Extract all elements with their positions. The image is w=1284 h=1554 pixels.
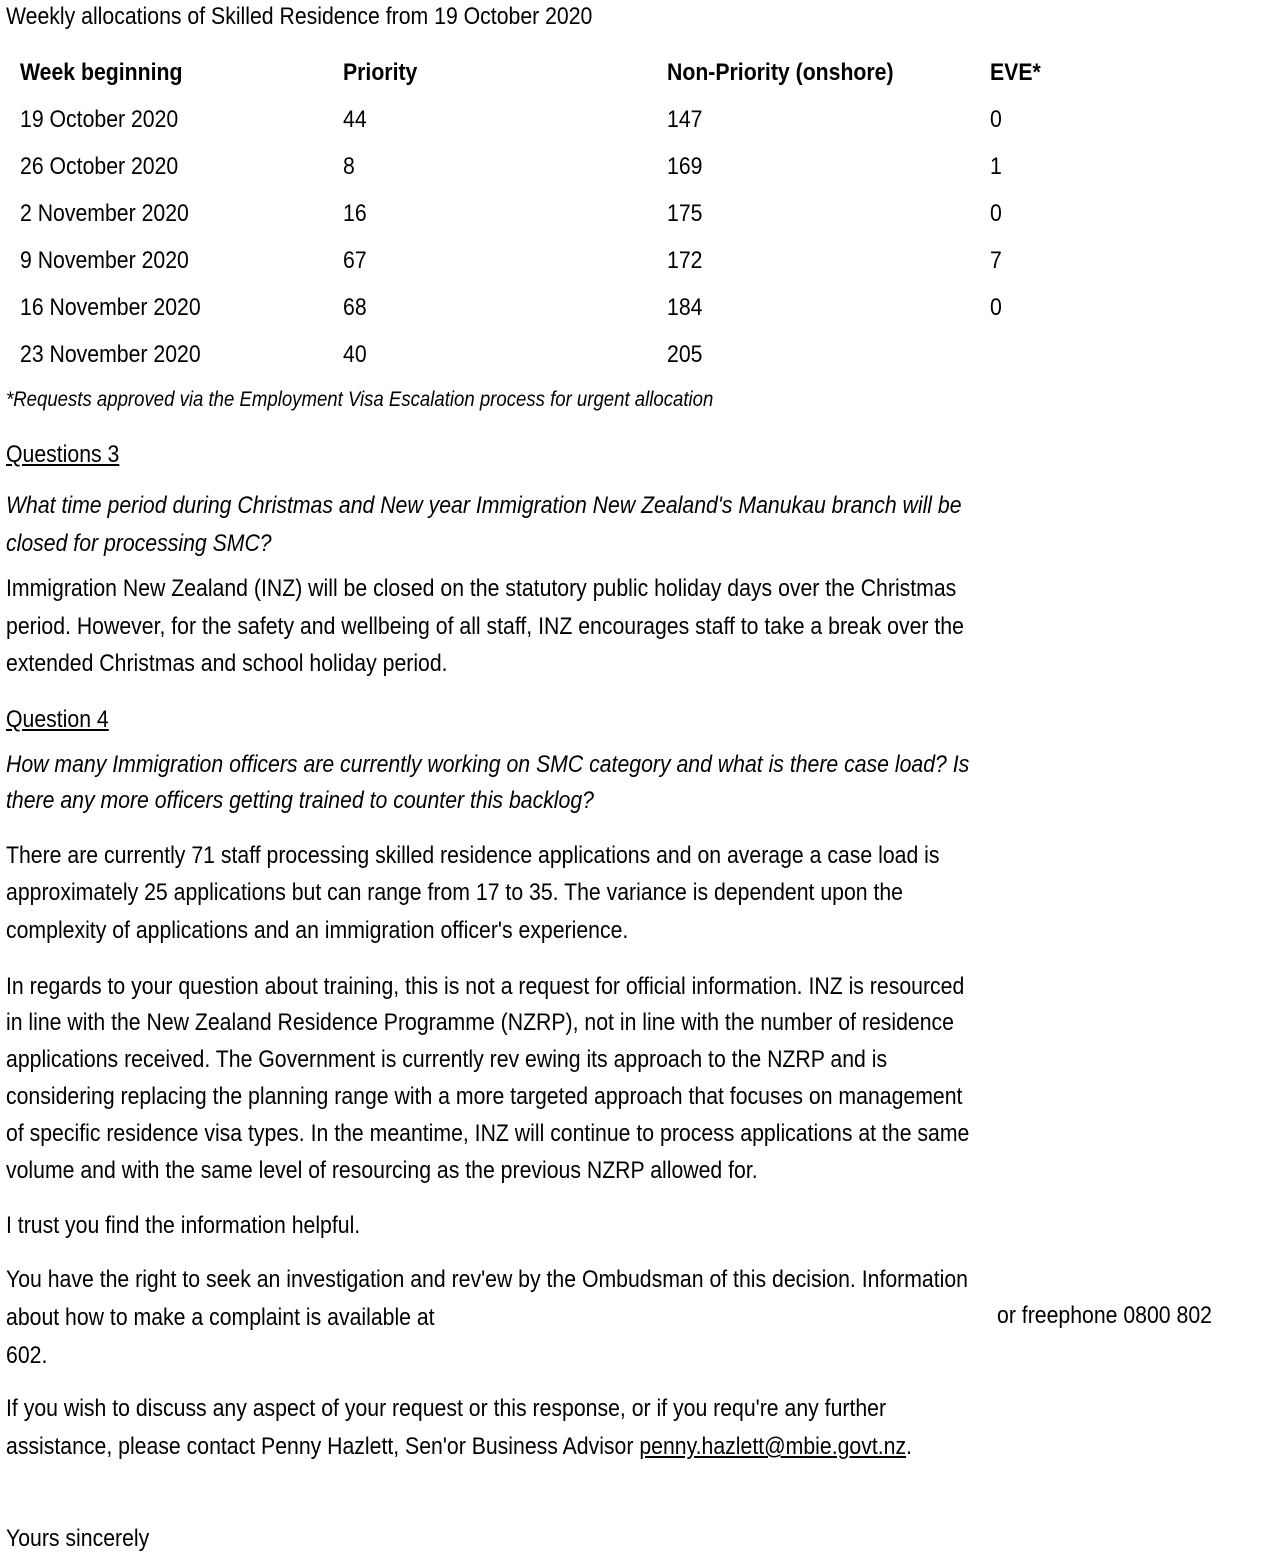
cell-week: 9 November 2020	[20, 247, 189, 274]
cell-priority: 68	[343, 294, 367, 321]
cell-non-priority: 147	[667, 106, 703, 133]
header-priority: Priority	[343, 59, 418, 86]
question-3-answer: extended Christmas and school holiday period.	[6, 650, 448, 677]
cell-week: 19 October 2020	[20, 106, 179, 133]
cell-week: 26 October 2020	[20, 153, 179, 180]
cell-priority: 16	[343, 200, 367, 227]
question-4-text: there any more officers getting trained to counter this backlog?	[6, 787, 594, 814]
question-3-text: closed for processing SMC?	[6, 530, 272, 557]
contact-paragraph: If you wish to discuss any aspect of your request or this response, or if you requ're any further	[6, 1395, 887, 1422]
ombudsman-paragraph: about how to make a complaint is available at	[6, 1304, 435, 1331]
question-4-heading: Question 4	[6, 706, 109, 733]
cell-week: 16 November 2020	[20, 294, 201, 321]
cell-week: 2 November 2020	[20, 200, 189, 227]
cell-non-priority: 184	[667, 294, 703, 321]
cell-eve: 0	[990, 200, 1002, 227]
cell-non-priority: 172	[667, 247, 703, 274]
email-link[interactable]: penny.hazlett@mbie.govt.nz	[639, 1433, 907, 1460]
training-paragraph: applications received. The Government is currently rev ewing its approach to the NZRP and is	[6, 1046, 888, 1073]
contact-text: assistance, please contact Penny Hazlett, Sen'or Business Advisor	[6, 1433, 640, 1460]
cell-eve: 7	[990, 247, 1002, 274]
training-paragraph: considering replacing the planning range with a more targeted approach that focuses on management	[6, 1083, 963, 1110]
training-paragraph: In regards to your question about training, this is not a request for official information. INZ is resourced	[6, 973, 965, 1000]
table-title: Weekly allocations of Skilled Residence from 19 October 2020	[6, 3, 593, 30]
training-paragraph: in line with the New Zealand Residence Programme (NZRP), not in line with the number of residence	[6, 1009, 954, 1036]
ombudsman-paragraph: 602.	[6, 1342, 48, 1369]
cell-priority: 8	[343, 153, 355, 180]
question-4-text: How many Immigration officers are currently working on SMC category and what is there case load? Is	[6, 751, 970, 778]
cell-non-priority: 169	[667, 153, 703, 180]
header-eve: EVE*	[990, 59, 1041, 86]
freephone-text: or freephone 0800 802	[997, 1302, 1212, 1329]
question-4-answer: There are currently 71 staff processing skilled residence applications and on average a case load is	[6, 842, 940, 869]
question-4-answer: approximately 25 applications but can range from 17 to 35. The variance is dependent upon the	[6, 879, 904, 906]
table-footnote: *Requests approved via the Employment Visa Escalation process for urgent allocation	[6, 388, 714, 411]
period: .	[906, 1433, 913, 1460]
header-week: Week beginning	[20, 59, 183, 86]
training-paragraph: of specific residence visa types. In the meantime, INZ will continue to process applications at the same	[6, 1120, 970, 1147]
cell-eve: 0	[990, 294, 1002, 321]
cell-priority: 40	[343, 341, 367, 368]
trust-line: I trust you find the information helpful.	[6, 1212, 361, 1239]
header-non-priority: Non-Priority (onshore)	[667, 59, 894, 86]
contact-paragraph	[6, 1433, 912, 1461]
training-paragraph: volume and with the same level of resourcing as the previous NZRP allowed for.	[6, 1157, 758, 1184]
cell-week: 23 November 2020	[20, 341, 201, 368]
question-3-answer: Immigration New Zealand (INZ) will be closed on the statutory public holiday days over the Christmas	[6, 575, 957, 602]
cell-eve: 1	[990, 153, 1002, 180]
question-3-answer: period. However, for the safety and wellbeing of all staff, INZ encourages staff to take a break over the	[6, 613, 964, 640]
cell-non-priority: 205	[667, 341, 703, 368]
cell-eve: 0	[990, 106, 1002, 133]
question-3-heading: Questions 3	[6, 441, 120, 468]
question-4-answer: complexity of applications and an immigration officer's experience.	[6, 917, 629, 944]
cell-priority: 67	[343, 247, 367, 274]
ombudsman-paragraph: You have the right to seek an investigation and rev'ew by the Ombudsman of this decision. Information	[6, 1266, 968, 1293]
cell-non-priority: 175	[667, 200, 703, 227]
question-3-text: What time period during Christmas and New year Immigration New Zealand's Manukau branch will be	[6, 492, 962, 519]
cell-priority: 44	[343, 106, 367, 133]
signoff: Yours sincerely	[6, 1525, 150, 1552]
